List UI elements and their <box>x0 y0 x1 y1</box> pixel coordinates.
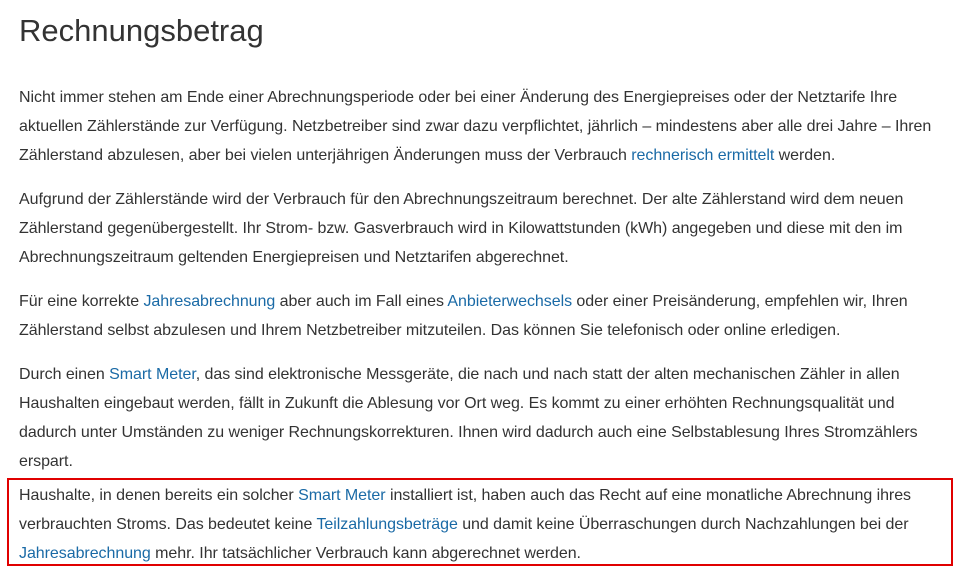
highlighted-paragraph-box <box>7 478 953 566</box>
paragraph-selbst-ablesen <box>19 287 947 345</box>
link-smart-meter[interactable]: Smart Meter <box>298 487 386 504</box>
link-teilzahlungsbetraege[interactable]: Teilzahlungsbeträge <box>316 516 458 533</box>
page-title: Rechnungsbetrag <box>19 13 264 48</box>
link-jahresabrechnung[interactable]: Jahresabrechnung <box>143 293 276 310</box>
paragraph-zaehlerstaende <box>19 83 947 170</box>
text: , das sind elektronische Messgeräte, die nach und nach statt der alten mechanischen Zähler in allen Haushalten eingebaut werden, fällt in Zukunft die Ablesung vor Ort weg. Es kommt zu einer erhöhten Rechnungsqualität und dadurch unter Umständen zu weniger Rechnungskorrekturen. Ihnen wird dadurch auch eine Selbstablesung Ihres Stromzählers erspart. <box>19 366 918 470</box>
text: und damit keine Überraschungen durch Nachzahlungen bei der <box>457 516 909 533</box>
paragraph-smart-meter <box>19 360 947 476</box>
text: mehr. Ihr tatsächlicher Verbrauch kann abgerechnet werden. <box>150 545 581 562</box>
text: Aufgrund der Zählerstände wird der Verbrauch für den Abrechnungszeitraum berechnet. Der alte Zählerstand wird dem neuen Zählerstand gegenübergestellt. Ihr Strom- bzw. Gasverbrauch wird in Kilowattstunden (kWh) angegeben und diese mit den im Abrechnungszeitraum geltenden Energiepreisen und Netztarifen abgerechnet. <box>19 191 904 266</box>
paragraph-monatliche-abrechnung <box>19 481 945 568</box>
text: aber auch im Fall eines <box>275 293 448 310</box>
text: werden. <box>774 147 836 164</box>
text: Nicht immer stehen am Ende einer Abrechnungsperiode oder bei einer Änderung des Energiepreises oder der Netztarife Ihre aktuellen Zählerstände zur Verfügung. Netzbetreiber sind zwar dazu verpflichtet, jährlich – mindestens aber alle drei Jahre – Ihren Zählerstand abzulesen, aber bei vielen unterjährigen Änderungen muss der Verbrauch <box>19 89 932 164</box>
paragraph-verbrauch-berechnung <box>19 185 947 272</box>
link-jahresabrechnung[interactable]: Jahresabrechnung <box>19 545 151 562</box>
text: Haushalte, in denen bereits ein solcher <box>19 487 299 504</box>
link-anbieterwechsels[interactable]: Anbieterwechsels <box>447 293 573 310</box>
text: installiert ist, haben auch das Recht auf eine monatliche Abrechnung ihres verbrauchten Stroms. Das bedeutet keine <box>19 487 912 533</box>
text: Durch einen <box>19 366 110 383</box>
link-rechnerisch-ermittelt[interactable]: rechnerisch ermittelt <box>631 147 775 164</box>
text: oder einer Preisänderung, empfehlen wir, Ihren Zählerstand selbst abzulesen und Ihrem Netzbetreiber mitzuteilen. Das können Sie telefonisch oder online erledigen. <box>19 293 908 339</box>
link-smart-meter[interactable]: Smart Meter <box>109 366 196 383</box>
text: Für eine korrekte <box>19 293 144 310</box>
